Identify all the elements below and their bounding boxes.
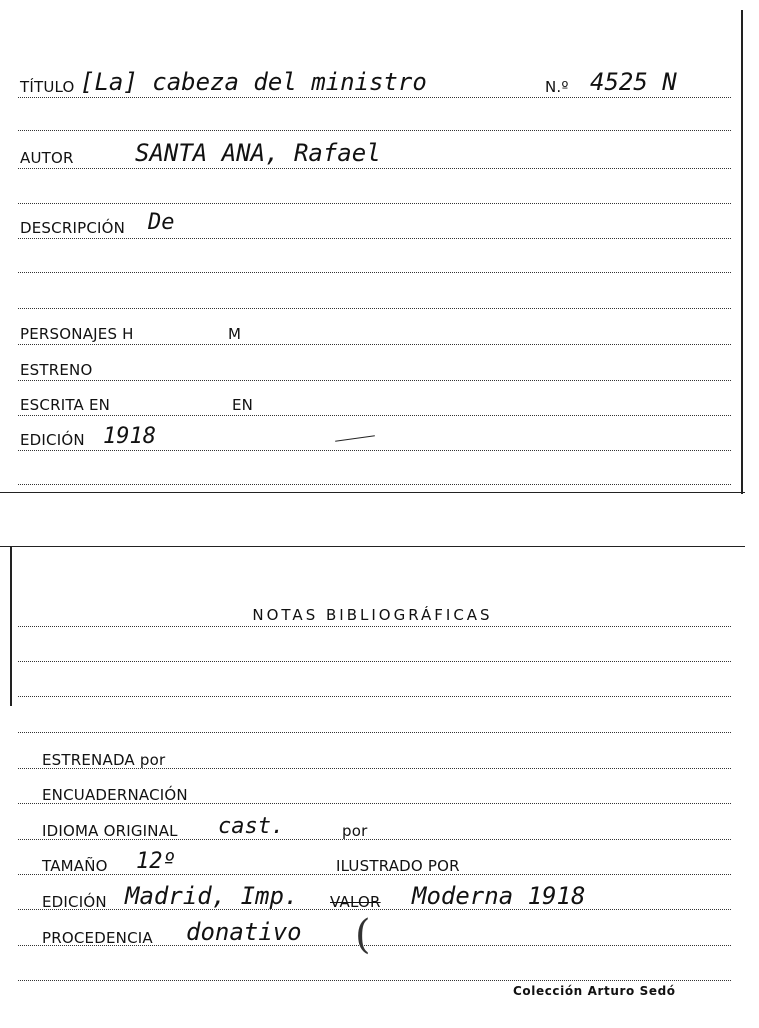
procedencia-value: donativo: [186, 918, 302, 946]
blank-line: [18, 308, 731, 309]
edicion-line: [18, 450, 731, 451]
idioma-por-label: por: [342, 822, 368, 840]
catalog-card-notes: [0, 540, 745, 1020]
edicion-label: EDICIÓN: [20, 431, 85, 449]
notes-title: NOTAS BIBLIOGRÁFICAS: [252, 606, 493, 624]
edicion-value: 1918: [103, 424, 156, 449]
escrita-label: ESCRITA EN: [20, 396, 111, 414]
estreno-line: [18, 380, 731, 381]
catalog-card-main: [0, 0, 745, 494]
pencil-mark: [335, 435, 375, 442]
titulo-line: [18, 97, 731, 98]
blank-line: [18, 203, 731, 204]
notes-line: [18, 696, 731, 697]
ilustrado-label: ILUSTRADO POR: [336, 857, 460, 875]
titulo-value: [La] cabeza del ministro: [80, 68, 427, 96]
encuadernacion-label: ENCUADERNACIÓN: [42, 786, 188, 804]
tamano-label: TAMAÑO: [42, 857, 108, 875]
autor-label: AUTOR: [20, 149, 74, 167]
idioma-value: cast.: [218, 814, 285, 839]
blank-line: [18, 980, 731, 981]
idioma-label: IDIOMA ORIGINAL: [42, 822, 178, 840]
blank-line: [18, 484, 731, 485]
numero-label: N.º: [545, 78, 569, 96]
valor-label: VALOR: [330, 893, 381, 911]
card-left-border: [10, 546, 12, 706]
card-top-edge: [0, 546, 745, 547]
titulo-label: TÍTULO: [20, 78, 75, 96]
autor-line: [18, 168, 731, 169]
edicion-label: EDICIÓN: [42, 893, 107, 911]
personajes-m-label: M: [228, 325, 242, 343]
descripcion-value: De: [148, 210, 175, 235]
escrita-en-label: EN: [232, 396, 254, 414]
descripcion-line: [18, 238, 731, 239]
escrita-line: [18, 415, 731, 416]
edicion-value-place: Madrid, Imp.: [125, 882, 299, 910]
notes-line: [18, 626, 731, 627]
procedencia-label: PROCEDENCIA: [42, 929, 153, 947]
autor-value: SANTA ANA, Rafael: [135, 139, 381, 167]
collection-credit: Colección Arturo Sedó: [513, 984, 676, 998]
edicion-value-press: Moderna 1918: [412, 882, 586, 910]
pencil-bracket: (: [355, 912, 371, 958]
card-bottom-edge: [0, 492, 745, 493]
notes-line: [18, 732, 731, 733]
estreno-label: ESTRENO: [20, 361, 93, 379]
descripcion-label: DESCRIPCIÓN: [20, 219, 126, 237]
tamano-value: 12º: [136, 849, 176, 874]
blank-line: [18, 130, 731, 131]
notes-line: [18, 661, 731, 662]
estrenada-label: ESTRENADA por: [42, 751, 166, 769]
card-right-border: [741, 10, 743, 494]
numero-value: 4525 N: [590, 68, 677, 96]
personajes-line: [18, 344, 731, 345]
blank-line: [18, 272, 731, 273]
personajes-label: PERSONAJES H: [20, 325, 134, 343]
